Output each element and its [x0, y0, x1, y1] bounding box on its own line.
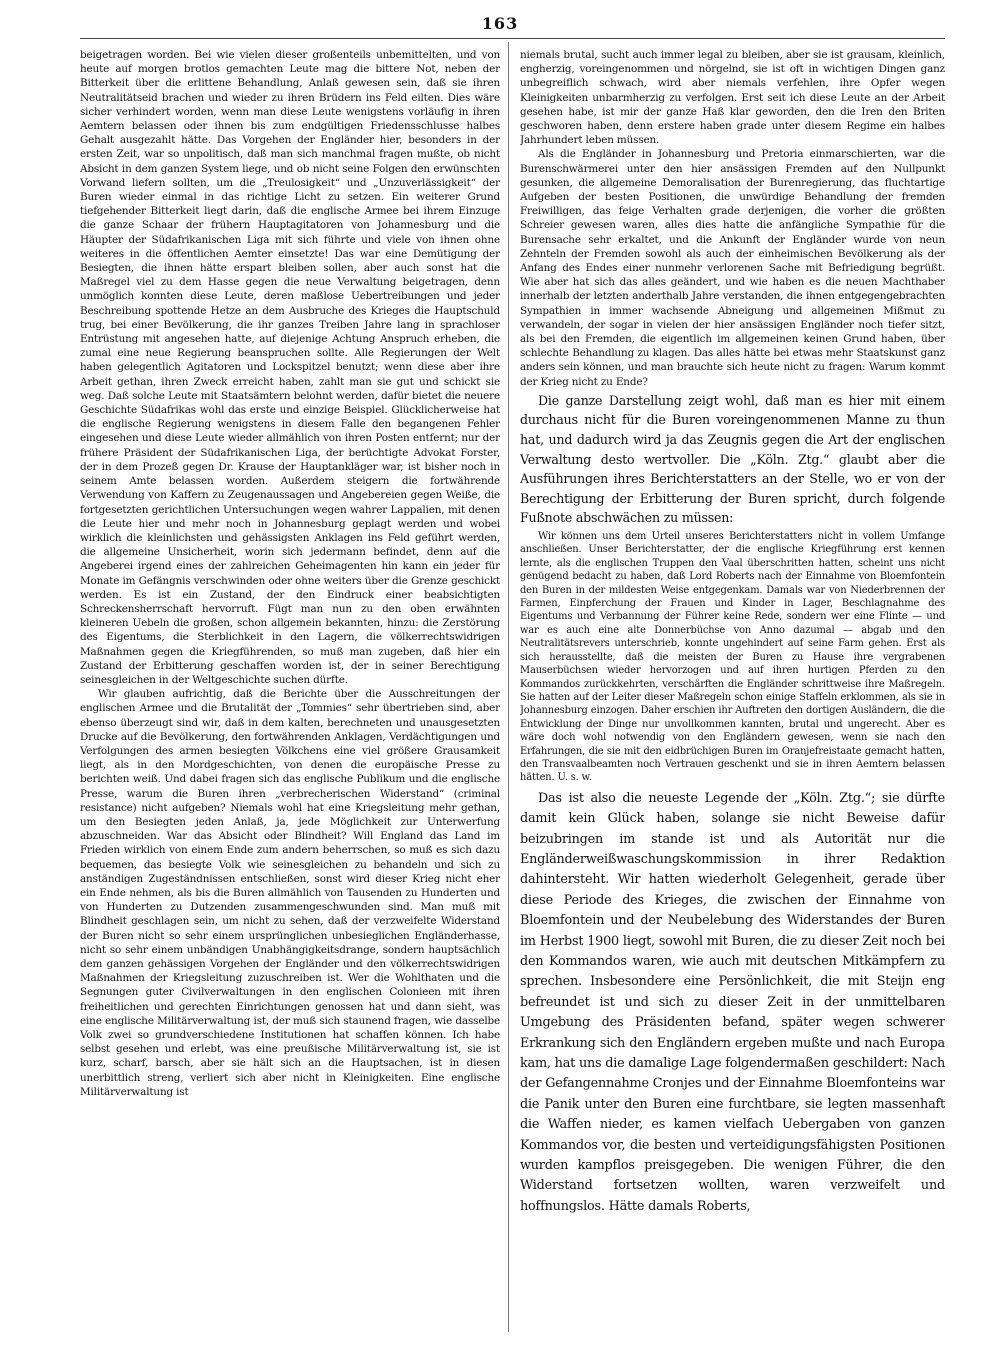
right-paragraph-1: niemals brutal, sucht auch immer legal zu bleiben, aber sie ist grausam, kleinlich, engherzig, voreingenommen und nörgelnd, sie ist oft in wichtigen Dingen ganz unbegreiflich schwach, wird aber niemals verfehlen, ihre Opfer wegen Kleinigkeiten unbarmherzig zu verfolgen. Erst seit ich diese Leute an der Arbeit gesehen habe, ist mir der ganze Haß klar geworden, den die Iren den Briten geschworen haben, denn erstere haben grade unter diesem Regime ein halbes Jahrhundert leben müssen. — [520, 49, 945, 147]
footnote-quote: Wir können uns dem Urteil unseres Berichterstatters nicht in vollem Umfange anschließen. Unser Berichterstatter, der die englische Kriegführung erst kennen lernte, als die englischen Truppen den Vaal überschritten hatten, scheint uns nicht genügend bedacht zu haben, daß Lord Roberts nach der Einnahme von Bloemfontein den Buren in der mildesten Weise entgegenkam. Damals war von Niederbrennen der Farmen, Einpferchung der Frauen und Kinder in Lager, Beschlagnahme des Eigentums und Verbannung der Führer keine Rede, sondern wer eine Flinte — und war es auch eine alte Donnerbüchse von Anno dazumal — abgab und den Neutralitätsrevers unterschrieb, konnte ungehindert auf seine Farm gehen. Erst als sich herausstellte, daß die meisten der Buren zu Hause ihre vergrabenen Mauserbüchsen wieder hervorzogen und auf ihren hurtigen Pferden zu den Kommandos zurückkehrten, verschärften die Engländer schrittweise ihre Maßregeln. Sie hatten auf der Leiter dieser Maßregeln schon einige Staffeln erklommen, als sie in Johannesburg einzogen. Daher erschien ihr Auftreten den dortigen Ausländern, die die Entwicklung der Dinge nur unvollkommen kannten, brutal und ungerecht. Aber es wäre doch wohl notwendig von den Engländern gewesen, wenn sie nach den Erfahrungen, die sie mit den eidbrüchigen Buren im Oranjefreistaate gemacht hatten, den Transvaalbeamten noch Vertrauen geschenkt und sie in ihren Aemtern belassen hätten. U. s. w. — [520, 531, 945, 784]
right-paragraph-4: Das ist also die neueste Legende der „Köln. Ztg.“; sie dürfte damit kein Glück haben, solange sie nicht Beweise dafür beizubringen im stande ist und als Autorität nur die Engländerweißwaschungskommission in ihrer Redaktion dahintersteht. Wir hatten wiederholt Gelegenheit, gerade über diese Periode des Krieges, die zwischen der Einnahme von Bloemfontein und der Neubelebung des Widerstandes der Buren im Herbst 1900 liegt, sowohl mit Buren, die zu dieser Zeit noch bei den Kommandos waren, wie auch mit deutschen Mitkämpfern zu sprechen. Insbesondere eine Persönlichkeit, die mit Steijn eng befreundet ist und sich zu dieser Zeit in der unmittelbaren Umgebung des Präsidenten befand, später wegen schwerer Erkrankung sich den Engländern ergeben mußte und nach Europa kam, hat uns die damalige Lage folgendermaßen geschildert: Nach der Gefangennahme Cronjes und der Einnahme Bloemfonteins war die Panik unter den Buren eine furchtbare, sie legten massenhaft die Waffen nieder, es kamen vielfach Uebergaben von ganzen Kommandos vor, die besten und verteidigungsfähigsten Positionen wurden kampflos preisgegeben. Die wenigen Führer, die den Widerstand fortsetzen wollten, waren verzweifelt und hoffnungslos. Hätte damals Roberts, — [520, 790, 945, 1214]
header-rule — [80, 38, 945, 39]
right-paragraph-2: Als die Engländer in Johannesburg und Pretoria einmarschierten, war die Burenschwärmerei unter den hier ansässigen Fremden auf den Nullpunkt gesunken, die allgemeine Demoralisation der Burenregierung, das fluchtartige Aufgeben der besten Positionen, die unwürdige Behandlung der fremden Freiwilligen, das feige Verhalten grade derjenigen, die vorher die größten Schreier gewesen waren, alles dies hatte die anfängliche Sympathie für die Burensache sehr erkaltet, und die Ankunft der Engländer wurde von neun Zehnteln der Fremden sowohl als auch der einheimischen Bevölkerung als der Anfang des Endes einer nunmehr verlorenen Sache mit Befriedigung begrüßt. Wie aber hat sich das alles geändert, und wie haben es die neuen Machthaber innerhalb der letzten anderthalb Jahre verstanden, die ihnen entgegengebrachten Sympathien in immer wachsende Abneigung und allgemeinen Mißmut zu verwandeln, der sogar in vielen der hier ansässigen Engländer noch tiefer sitzt, als bei den Fremden, die eigentlich im allgemeinen keinen Grund haben, über schlechte Behandlung zu klagen. Das alles hätte bei etwas mehr Staatskunst ganz anders sein können, und man brauchte sich heute nicht zu fragen: Warum kommt der Krieg nicht zu Ende? — [520, 148, 945, 388]
column-divider — [508, 42, 509, 1332]
left-column — [80, 48, 500, 1338]
right-column — [520, 48, 945, 1338]
page-number: 163 — [481, 14, 519, 33]
right-paragraph-3: Die ganze Darstellung zeigt wohl, daß man es hier mit einem durchaus nicht für die Buren voreingenommenen Manne zu thun hat, und dadurch wird ja das Zeugnis gegen die Art der englischen Verwaltung desto wertvoller. Die „Köln. Ztg.“ glaubt aber die Ausführungen ihres Berichterstatters an der Stelle, wo er von der Berechtigung der Erbitterung der Buren spricht, durch folgende Fußnote abschwächen zu müssen: — [520, 392, 945, 526]
left-paragraph-2: Wir glauben aufrichtig, daß die Berichte über die Ausschreitungen der englischen Armee und die Brutalität der „Tommies“ sehr übertrieben sind, aber ebenso überzeugt sind wir, daß in dem kalten, berechneten und unausgesetzten Drucke auf die Bevölkerung, den fortwährenden Anklagen, Verdächtigungen und Verfolgungen des armen besiegten Völkchens eine viel größere Grausamkeit liegt, als in den Mordgeschichten, von denen die europäische Presse zu berichten weiß. Und dabei fragen sich das englische Publikum und die englische Presse, warum die Buren ihren „verbrecherischen Widerstand“ (criminal resistance) nicht aufgeben? Niemals wohl hat eine Kriegsleitung mehr gethan, um den Besiegten jeden Anlaß, ja, jede Möglichkeit zur Unterwerfung abzuschneiden. War das Absicht oder Blindheit? Will England das Land im Frieden wirklich von einem Ende zum andern beherrschen, so muß es sich dazu bequemen, das besiegte Volk wie seinesgleichen zu behandeln und sich zu anständigen Zugeständnissen entschließen, sonst wird dieser Krieg nicht eher ein Ende nehmen, als bis die Buren allmählich von Tausenden zu Hunderten und von Hunderten zu Dutzenden zusammengeschwunden sind. Man muß mit Blindheit geschlagen sein, um nicht zu sehen, daß der verzweifelte Widerstand der Buren nicht so sehr einem ursprünglichen unbesieglichen Engländerhasse, nicht so sehr einem unbändigen Unabhängigkeitsdrange, sondern hauptsächlich dem ganzen gehässigen Vorgehen der Engländer und den völkerrechtswidrigen Maßnahmen der Kriegsleitung zuzuschreiben ist. Wer die Wohlthaten und die Segnungen guter Civilverwaltungen in den englischen Colonieen mit ihren freiheitlichen und gerechten Einrichtungen genossen hat und dann sieht, was eine englische Militärverwaltung ist, der muß sich staunend fragen, wie dasselbe Volk zwei so grundverschiedene Institutionen hat schaffen können. Ich habe selbst gesehen und erlebt, was eine preußische Militärverwaltung ist, sie ist kurz, scharf, barsch, aber sie hält sich an die Hauptsachen, ist in diesen unerbittlich streng, verliert sich aber nicht in Kleinigkeiten. Eine englische Militärverwaltung ist — [80, 688, 500, 1098]
left-paragraph-1: beigetragen worden. Bei wie vielen dieser großenteils unbemittelten, und von heute auf morgen brotlos gemachten Leute mag die bittere Not, neben der Bitterkeit über die erlittene Behandlung, Anlaß gewesen sein, daß sie ihren Neutralitätseid brachen und wieder zu ihren Brüdern ins Feld eilten. Dies wäre sicher verhindert worden, wenn man diese Leute wenigstens vorläufig in ihren Aemtern belassen oder ihnen bis zum endgültigen Friedensschlusse halbes Gehalt ausgezahlt hätte. Das Vorgehen der Engländer hier, besonders in der ersten Zeit, war so unpolitisch, daß man sich manchmal fragen mußte, ob nicht Absicht in dem ganzen System liege, und ob nicht seine Folgen den erwünschten Vorwand liefern sollten, um die „Treulosigkeit“ und „Unzuverlässigkeit“ der Buren wieder einmal in das richtige Licht zu setzen. Ein weiterer Grund tiefgehender Bitterkeit liegt darin, daß die englische Armee bei ihrem Einzuge die ganze Schaar der frühern Hauptagitatoren von Johannesburg und die Häupter der Südafrikanischen Liga mit sich führte und viele von ihnen ohne weiteres in die öffentlichen Aemter einsetzte! Das war eine Demütigung der Besiegten, die ihnen hätte erspart bleiben sollen, aber auch sonst hat die Maßregel viel zu dem Hasse gegen die neue Verwaltung beigetragen, denn unmöglich konnten diese Leute, deren maßlose Uebertreibungen und jeder Beschreibung spottende Hetze an dem Ausbruche des Krieges die Hauptschuld trug, bei einer Bevölkerung, die ihr ganzes Treiben Jahre lang in sprachloser Entrüstung mit angesehen hatte, auf diejenige Achtung Anspruch erheben, die zumal eine neue Regierung beanspruchen sollte. Alle Regierungen der Welt haben gelegentlich Agitatoren und Lockspitzel benutzt; wenn diese aber ihre Arbeit gethan, ihren Zweck erreicht haben, zahlt man sie gut und schickt sie weg. Daß solche Leute mit Staatsämtern belohnt werden, dafür bietet die neuere Geschichte Südafrikas wohl das erste und einzige Beispiel. Glücklicherweise hat die englische Regierung wenigstens in diesem Falle den begangenen Fehler eingesehen und diese Leute wieder allmählich von ihren Posten entfernt; nur der frühere Präsident der Südafrikanischen Liga, der berüchtigte Advokat Forster, der in dem Prozeß gegen Dr. Krause der Hauptankläger war, ist bisher noch in seinem Amte belassen worden. Außerdem steigern die fortwährende Verwendung von Kaffern zu Zeugenaussagen und Angebereien gegen Weiße, die fortgesetzten gerichtlichen Untersuchungen wegen wahrer Lappalien, mit denen die Leute hier und mehr noch in Johannesburg geplagt werden und wobei wirklich die kleinlichsten und gehässigsten Anklagen ins Feld geführt werden, die allgemeine Unsicherheit, worin sich jedermann befindet, denn auf die Angeberei irgend eines der zahlreichen Geheimagenten hin kann ein jeder für Monate im Gefängnis verschwinden oder ohne weiters über die Grenze geschickt werden. Es ist ein Zustand, der den Eindruck einer beabsichtigten Schreckensherrschaft hervorruft. Fügt man nun zu den oben erwähnten kleineren Uebeln die großen, schon allgemein bekannten, hinzu: die Zerstörung des Eigentums, die Sterblichkeit in den Lagern, die völkerrechtswidrigen Maßnahmen gegen die Kriegführenden, so muß man zugeben, daß hier ein Zustand der Erbitterung geschaffen worden ist, der in seiner Berechtigung seinesgleichen in der Weltgeschichte suchen dürfte. — [80, 49, 500, 686]
